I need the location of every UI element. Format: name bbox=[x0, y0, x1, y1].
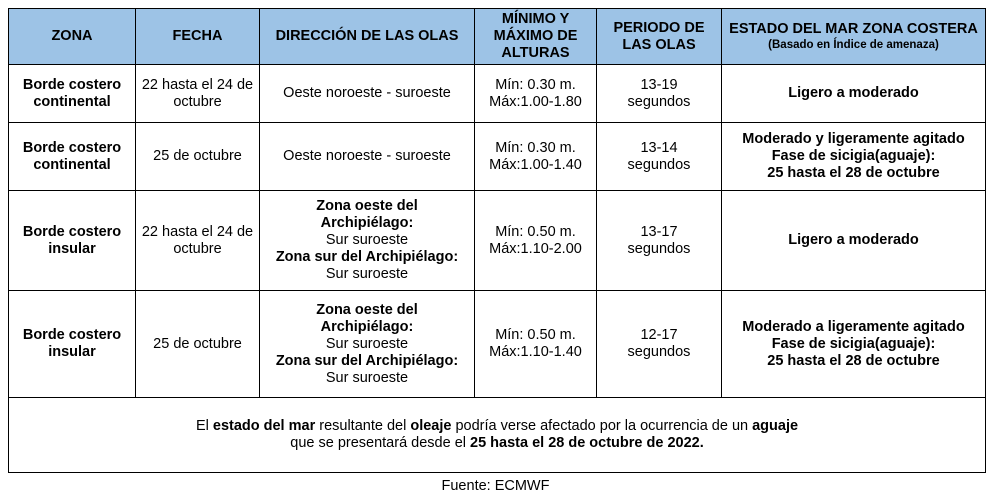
zona-cell bbox=[9, 123, 136, 191]
estado-line: Fase de sicigia(aguaje): bbox=[771, 335, 936, 352]
zona-cell bbox=[9, 291, 136, 398]
direccion-line: Sur suroeste bbox=[325, 369, 409, 386]
alturas-line: Mín: 0.50 m. bbox=[495, 327, 576, 343]
periodo-line: segundos bbox=[627, 93, 691, 110]
note-row bbox=[9, 398, 986, 473]
source-caption: Fuente: ECMWF bbox=[441, 478, 550, 494]
header-alturas-line: ALTURAS bbox=[501, 45, 570, 61]
header-zona: ZONA bbox=[9, 9, 136, 65]
alturas-cell bbox=[475, 123, 597, 191]
alturas-cell bbox=[475, 65, 597, 123]
periodo-cell bbox=[597, 191, 722, 291]
alturas-line: Máx:1.00-1.80 bbox=[489, 93, 582, 110]
header-periodo-line: LAS OLAS bbox=[622, 36, 696, 53]
zona-cell bbox=[9, 65, 136, 123]
zona-line: insular bbox=[48, 344, 96, 360]
estado-line: Fase de sicigia(aguaje): bbox=[771, 148, 936, 164]
direccion-line: Sur suroeste bbox=[325, 232, 409, 248]
direccion-line: Sur suroeste bbox=[325, 266, 409, 282]
note-cell bbox=[9, 398, 986, 473]
table-row bbox=[9, 123, 986, 191]
header-estado-line: ESTADO DEL MAR bbox=[729, 21, 859, 37]
zona-line: Borde costero bbox=[22, 327, 122, 343]
alturas-line: Máx:1.00-1.40 bbox=[489, 156, 582, 173]
fecha-cell: 25 de octubre bbox=[136, 123, 260, 191]
alturas-cell bbox=[475, 191, 597, 291]
estado-cell bbox=[722, 65, 986, 123]
zona-line: Borde costero bbox=[22, 223, 122, 240]
periodo-line: 12-17 bbox=[640, 327, 678, 343]
alturas-line: Mín: 0.30 m. bbox=[495, 139, 576, 156]
alturas-line: Mín: 0.30 m. bbox=[495, 76, 576, 93]
zona-cell bbox=[9, 191, 136, 291]
note-line-1 bbox=[19, 418, 975, 435]
note-segment: 25 hasta el 28 de octubre de 2022. bbox=[470, 435, 704, 451]
header-alturas-line: MÁXIMO DE bbox=[493, 28, 578, 44]
periodo-line: 13-17 bbox=[640, 223, 678, 240]
periodo-cell bbox=[597, 291, 722, 398]
header-alturas-line: MÍNIMO Y bbox=[501, 11, 570, 27]
header-periodo bbox=[597, 9, 722, 65]
fecha-cell: 25 de octubre bbox=[136, 291, 260, 398]
zona-line: Borde costero bbox=[22, 76, 122, 93]
zona-line: Borde costero bbox=[22, 139, 122, 156]
zona-line: insular bbox=[48, 240, 96, 257]
note-segment: resultante del bbox=[315, 418, 411, 434]
note-segment: estado del mar bbox=[212, 418, 316, 434]
table-row bbox=[9, 291, 986, 398]
direccion-line: Oeste noroeste - suroeste bbox=[283, 85, 451, 101]
header-estado-line: ZONA COSTERA bbox=[862, 21, 978, 37]
periodo-line: segundos bbox=[627, 344, 691, 360]
estado-line: Moderado y ligeramente agitado bbox=[742, 131, 965, 147]
direccion-cell bbox=[260, 123, 475, 191]
periodo-line: segundos bbox=[627, 156, 691, 173]
header-row bbox=[9, 9, 986, 65]
header-alturas bbox=[475, 9, 597, 65]
zona-line: continental bbox=[33, 93, 111, 110]
header-fecha: FECHA bbox=[136, 9, 260, 65]
alturas-line: Máx:1.10-2.00 bbox=[489, 240, 582, 257]
header-estado-subtitle: (Basado en Índice de amenaza) bbox=[768, 39, 939, 51]
direccion-line: Zona sur del Archipiélago: bbox=[275, 352, 459, 369]
alturas-cell bbox=[475, 291, 597, 398]
note-segment: que se presentará desde el bbox=[290, 435, 471, 451]
direccion-cell bbox=[260, 291, 475, 398]
direccion-line: Archipiélago: bbox=[320, 215, 414, 231]
note-segment: El bbox=[195, 418, 213, 434]
header-estado bbox=[722, 9, 986, 65]
note-segment: podría verse afectado por la ocurrencia de un bbox=[451, 418, 753, 434]
estado-line: Moderado a ligeramente agitado bbox=[742, 318, 965, 335]
header-periodo-line: PERIODO DE bbox=[613, 19, 705, 36]
note-line-2 bbox=[19, 435, 975, 452]
periodo-line: 13-19 bbox=[640, 76, 678, 93]
estado-line: 25 hasta el 28 de octubre bbox=[767, 352, 940, 369]
periodo-cell bbox=[597, 123, 722, 191]
estado-line: Ligero a moderado bbox=[788, 85, 919, 101]
estado-cell bbox=[722, 191, 986, 291]
zona-line: continental bbox=[33, 156, 111, 173]
direccion-line: Zona sur del Archipiélago: bbox=[275, 249, 459, 265]
table-body bbox=[9, 65, 986, 398]
direccion-cell bbox=[260, 191, 475, 291]
estado-line: 25 hasta el 28 de octubre bbox=[767, 165, 940, 181]
periodo-cell bbox=[597, 65, 722, 123]
direccion-cell bbox=[260, 65, 475, 123]
direccion-line: Sur suroeste bbox=[325, 335, 409, 352]
estado-cell bbox=[722, 123, 986, 191]
table-row bbox=[9, 65, 986, 123]
estado-line: Ligero a moderado bbox=[788, 232, 919, 248]
fecha-cell: 22 hasta el 24 de octubre bbox=[136, 65, 260, 123]
alturas-line: Mín: 0.50 m. bbox=[495, 223, 576, 240]
direccion-line: Archipiélago: bbox=[320, 318, 414, 335]
direccion-line: Oeste noroeste - suroeste bbox=[283, 148, 451, 164]
table-row bbox=[9, 191, 986, 291]
periodo-line: segundos bbox=[627, 240, 691, 257]
alturas-line: Máx:1.10-1.40 bbox=[489, 344, 582, 360]
fecha-cell: 22 hasta el 24 de octubre bbox=[136, 191, 260, 291]
periodo-line: 13-14 bbox=[640, 139, 678, 156]
note-segment: aguaje bbox=[752, 418, 799, 434]
direccion-line: Zona oeste del bbox=[316, 301, 418, 318]
forecast-table bbox=[8, 8, 986, 473]
note-segment: oleaje bbox=[410, 418, 452, 434]
estado-cell bbox=[722, 291, 986, 398]
header-direccion: DIRECCIÓN DE LAS OLAS bbox=[260, 9, 475, 65]
direccion-line: Zona oeste del bbox=[316, 198, 418, 214]
